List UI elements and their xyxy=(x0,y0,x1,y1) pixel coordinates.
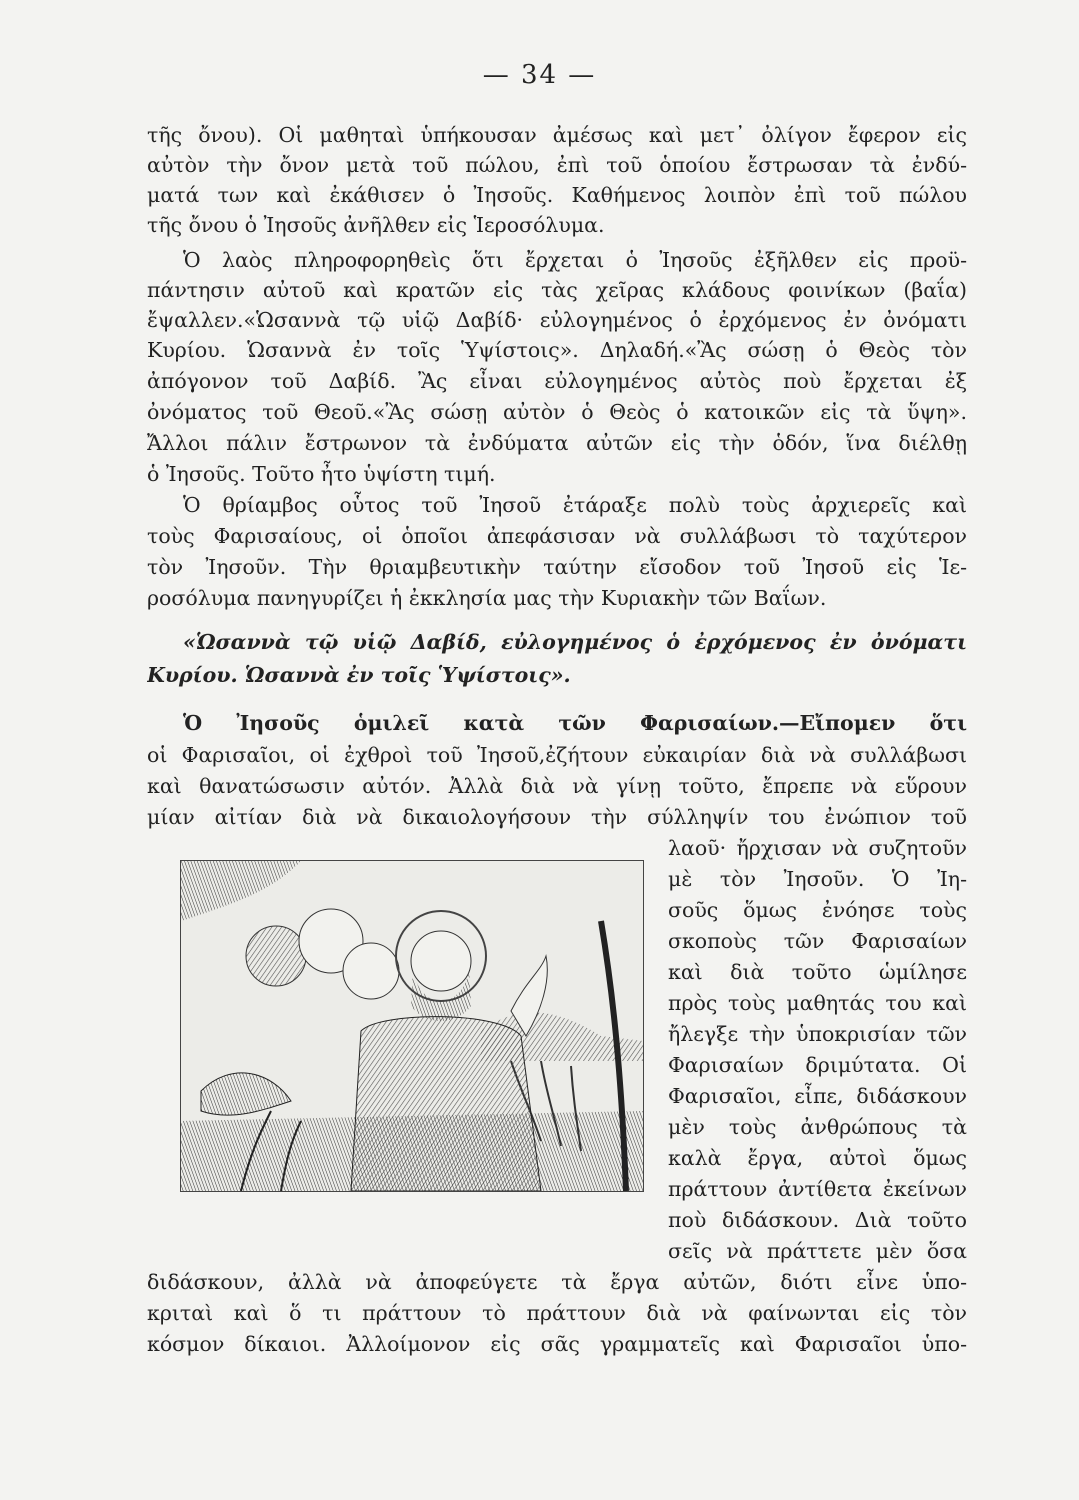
text-line: Φαρισαίων δριμύτατα. Οἱ xyxy=(668,1053,967,1077)
text-line: μὲν τοὺς ἀνθρώπους τὰ xyxy=(668,1115,967,1139)
text-line: πάντησιν αὐτοῦ καὶ κρατῶν εἰς τὰς χεῖρας κλάδους φοινίκων (βαΐα) xyxy=(147,278,967,302)
engraving-illustration xyxy=(180,860,644,1192)
text-line: καὶ διὰ τοῦτο ὡμίλησε xyxy=(668,960,967,984)
text-line: σκοποὺς τῶν Φαρισαίων xyxy=(668,929,967,953)
text-line: ἔψαλλεν.«Ὡσαννὰ τῷ υἱῷ Δαβίδ· εὐλογημένος ὁ ἐρχόμενος ἐν ὀνόματι xyxy=(147,308,967,332)
text-line: ἤλεγξε τὴν ὑποκρισίαν τῶν xyxy=(668,1022,967,1046)
text-line: τοὺς Φαρισαίους, οἱ ὁποῖοι ἀπεφάσισαν νὰ συλλάβωσι τὸ ταχύτερον xyxy=(147,524,967,548)
text-line: τῆς ὄνου). Οἱ μαθηταὶ ὑπήκουσαν ἀμέσως καὶ μετ᾽ ὀλίγον ἔφερον εἰς xyxy=(147,123,967,147)
text-line: ἀπόγονον τοῦ Δαβίδ. Ἂς εἶναι εὐλογημένος αὐτὸς ποὺ ἔρχεται ἐξ xyxy=(147,369,967,393)
text-line: ποὺ διδάσκουν. Διὰ τοῦτο xyxy=(668,1208,967,1232)
text-line: τῆς ὄνου ὁ Ἰησοῦς ἀνῆλθεν εἰς Ἱεροσόλυμα. xyxy=(147,213,605,237)
text-line: αὐτὸν τὴν ὄνον μετὰ τοῦ πώλου, ἐπὶ τοῦ ὁποίου ἔστρωσαν τὰ ἐνδύ- xyxy=(147,153,967,177)
text-line: Ὁ λαὸς πληροφορηθεὶς ὅτι ἔρχεται ὁ Ἰησοῦς ἐξῆλθεν εἰς προϋ- xyxy=(183,248,967,272)
text-line: μίαν αἰτίαν διὰ νὰ δικαιολογήσουν τὴν σύλληψίν του ἐνώπιον τοῦ xyxy=(147,805,967,829)
text-line: λαοῦ· ἤρχισαν νὰ συζητοῦν xyxy=(668,836,967,860)
text-line: ροσόλυμα πανηγυρίζει ἡ ἐκκλησία μας τὴν Κυριακὴν τῶν Βαΐων. xyxy=(147,586,827,610)
text-line: σοῦς ὅμως ἐνόησε τοὺς xyxy=(668,898,967,922)
text-line: ὀνόματος τοῦ Θεοῦ.«Ἂς σώσῃ αὐτὸν ὁ Θεὸς ὁ κατοικῶν εἰς τὰ ὕψη». xyxy=(147,400,967,424)
text-line: οἱ Φαρισαῖοι, οἱ ἐχθροὶ τοῦ Ἰησοῦ,ἐζήτουν εὐκαιρίαν διὰ νὰ συλλάβωσι xyxy=(147,743,967,767)
text-line: πρὸς τοὺς μαθητάς του καὶ xyxy=(668,991,967,1015)
text-line: Φαρισαῖοι, εἶπε, διδάσκουν xyxy=(668,1084,967,1108)
hymn-quote: Κυρίου. Ὡσαννὰ ἐν τοῖς Ὑψίστοις». xyxy=(147,663,571,687)
text-line: καλὰ ἔργα, αὐτοὶ ὅμως xyxy=(668,1146,967,1170)
text-line: Ἄλλοι πάλιν ἔστρωνον τὰ ἐνδύματα αὐτῶν εἰς τὴν ὁδόν, ἵνα διέλθῃ xyxy=(147,431,967,455)
engraving-drawing xyxy=(181,861,643,1191)
hymn-quote: «Ὡσαννὰ τῷ υἱῷ Δαβίδ, εὐλογημένος ὁ ἐρχόμενος ἐν ὀνόματι xyxy=(183,630,967,654)
text-line: διδάσκουν, ἀλλὰ νὰ ἀποφεύγετε τὰ ἔργα αὐτῶν, διότι εἶνε ὑπο- xyxy=(147,1270,967,1294)
text-line: Κυρίου. Ὡσαννὰ ἐν τοῖς Ὑψίστοις». Δηλαδή.«Ἂς σώσῃ ὁ Θεὸς τὸν xyxy=(147,338,967,362)
text-line: πράττουν ἀντίθετα ἐκείνων xyxy=(668,1177,967,1201)
text-line: ὁ Ἰησοῦς. Τοῦτο ἦτο ὑψίστη τιμή. xyxy=(147,462,496,486)
text-line: κόσμον δίκαιοι. Ἀλλοίμονον εἰς σᾶς γραμματεῖς καὶ Φαρισαῖοι ὑπο- xyxy=(147,1332,967,1356)
text-line: καὶ θανατώσωσιν αὐτόν. Ἀλλὰ διὰ νὰ γίνῃ τοῦτο, ἔπρεπε νὰ εὕρουν xyxy=(147,774,967,798)
text-line: κριταὶ καὶ ὅ τι πράττουν τὸ πράττουν διὰ νὰ φαίνωνται εἰς τὸν xyxy=(147,1301,967,1325)
text-line: τὸν Ἰησοῦν. Τὴν θριαμβευτικὴν ταύτην εἴσοδον τοῦ Ἰησοῦ εἰς Ἱε- xyxy=(147,555,967,579)
text-line: μὲ τὸν Ἰησοῦν. Ὁ Ἰη- xyxy=(668,867,967,891)
text-line: Ὁ θρίαμβος οὗτος τοῦ Ἰησοῦ ἐτάραξε πολὺ τοὺς ἀρχιερεῖς καὶ xyxy=(183,493,967,517)
page-number: — 34 — xyxy=(482,60,597,90)
text-line: ματά των καὶ ἐκάθισεν ὁ Ἰησοῦς. Καθήμενος λοιπὸν ἐπὶ τοῦ πώλου xyxy=(147,183,967,207)
text-line: σεῖς νὰ πράττετε μὲν ὅσα xyxy=(668,1239,967,1263)
section-heading: Ὁ Ἰησοῦς ὁμιλεῖ κατὰ τῶν Φαρισαίων.—Εἴπομεν ὅτι xyxy=(183,711,967,735)
